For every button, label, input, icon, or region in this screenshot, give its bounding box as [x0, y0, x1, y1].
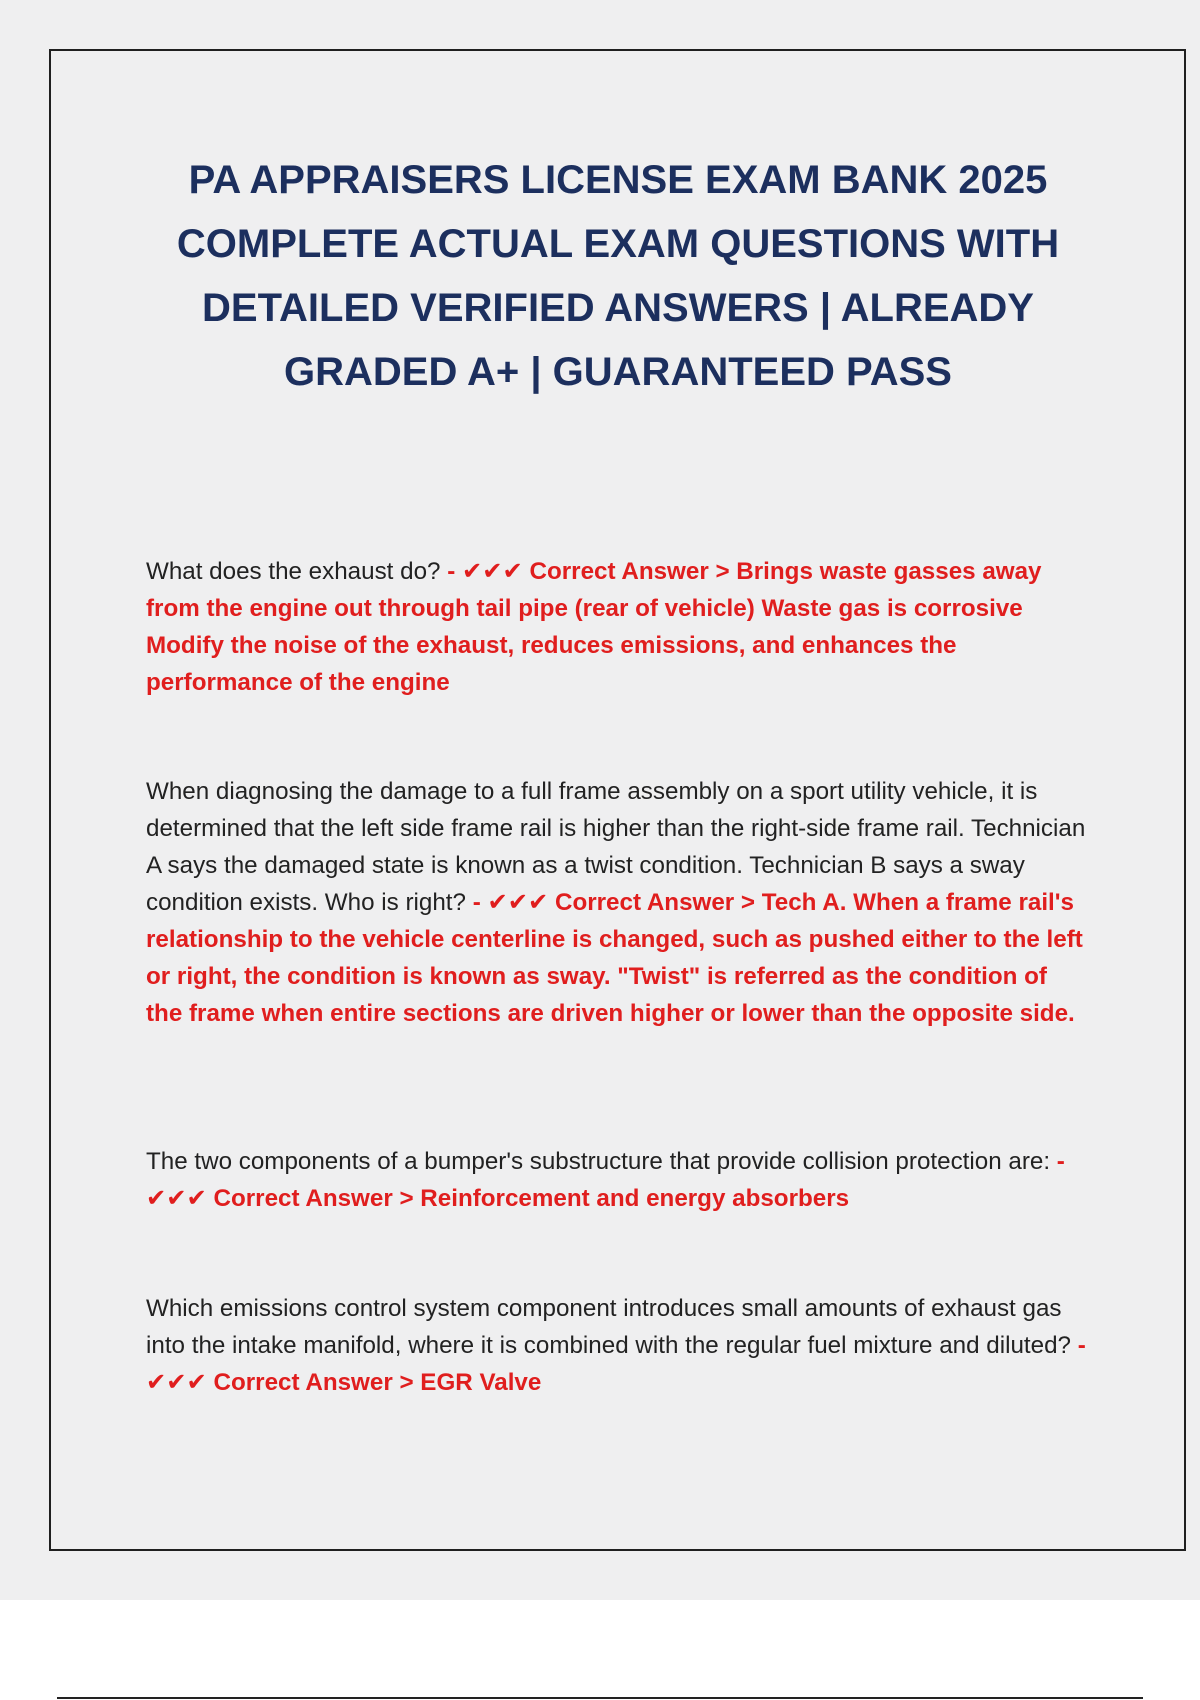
answer-text: - ✔✔✔ Correct Answer > Brings waste gasses away from the engine out through tail pipe (rear of vehicle) Waste gas is corrosive Modify the noise of the exhaust, reduces emissions, and enhances the performance of the engine	[146, 558, 1042, 696]
question-text: When diagnosing the damage to a full frame assembly on a sport utility vehicle, it is determined that the left side frame rail is higher than the right-side frame rail. Technician A says the damaged state is known as a twist condition. Technician B says a sway condition exists. Who is right?	[146, 778, 1086, 916]
answer-text: - ✔✔✔ Correct Answer > EGR Valve	[146, 1332, 1086, 1396]
qa-item-3	[146, 1143, 1086, 1217]
answer-text: - ✔✔✔ Correct Answer > Tech A. When a frame rail's relationship to the vehicle centerline is changed, such as pushed either to the left or right, the condition is known as sway. "Twist" is referred as the condition of the frame when entire sections are driven higher or lower than the opposite side.	[146, 889, 1083, 1027]
question-text: Which emissions control system component introduces small amounts of exhaust gas into the intake manifold, where it is combined with the regular fuel mixture and diluted?	[146, 1295, 1072, 1359]
qa-item-1	[146, 553, 1086, 701]
question-text: The two components of a bumper's substructure that provide collision protection are:	[146, 1148, 1051, 1175]
footer-rule	[57, 1697, 1143, 1699]
qa-item-2	[146, 773, 1086, 1032]
document-title: PA APPRAISERS LICENSE EXAM BANK 2025 COMPLETE ACTUAL EXAM QUESTIONS WITH DETAILED VERIFIED ANSWERS | ALREADY GRADED A+ | GUARANTEED PASS	[176, 158, 1060, 394]
qa-item-4	[146, 1290, 1086, 1401]
answer-text: - ✔✔✔ Correct Answer > Reinforcement and energy absorbers	[146, 1148, 1065, 1212]
question-text: What does the exhaust do?	[146, 558, 441, 585]
